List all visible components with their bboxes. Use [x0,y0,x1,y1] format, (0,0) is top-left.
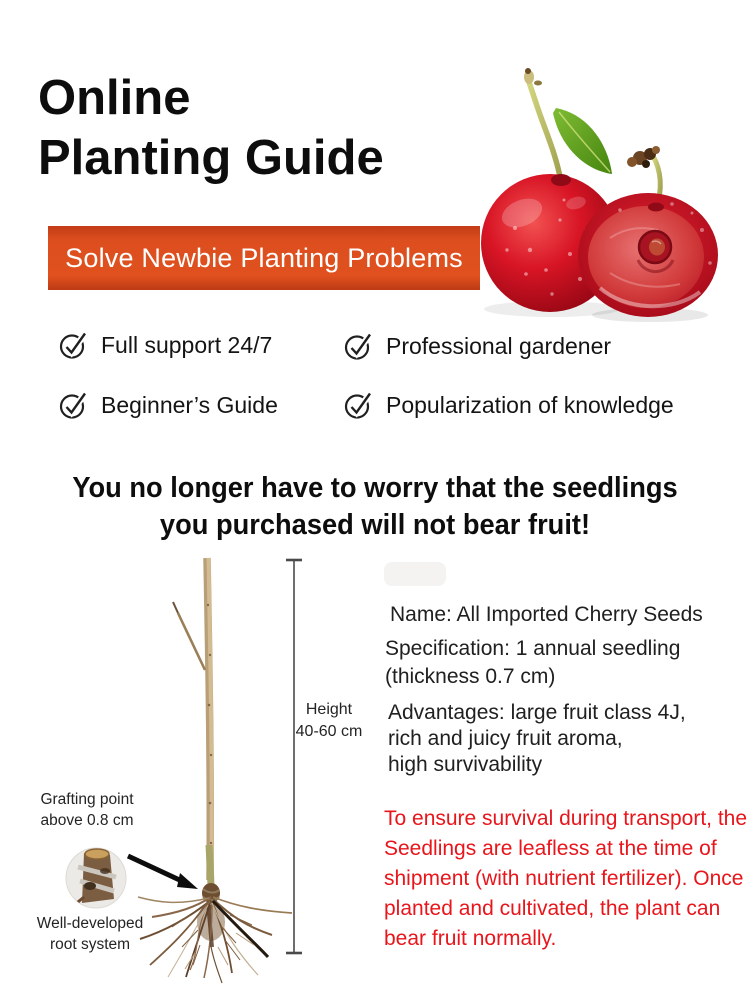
title-line-1: Online [38,71,191,125]
arrow [128,856,198,889]
height-label: Height 40-60 cm [295,701,363,740]
banner-label: Solve Newbie Planting Problems [65,242,463,273]
feature-item [58,330,272,360]
cherry-stem [529,82,561,182]
faint-smudge [384,562,446,586]
half-cherry [578,146,718,317]
product-spec: Specification: 1 annual seedling (thickness 0.7 cm) [385,637,681,688]
check-circle-icon [58,390,88,420]
graft-inset-circle [66,848,126,908]
headline-line-1: You no longer have to worry that the seedlings [72,472,678,504]
page-title [38,68,384,188]
check-circle-icon [343,331,373,361]
side-branch-tip [173,602,178,613]
stem-bud-tip [525,68,531,74]
side-branch [178,613,205,670]
stem-scale [534,81,542,86]
root-system [138,897,292,983]
feature-item [343,331,611,361]
headline [23,470,728,544]
feature-item [343,390,674,420]
root-system-label: Well-developed root system [36,915,144,953]
grafting-point-label: Grafting point above 0.8 cm [40,791,134,829]
stem-dimple [551,174,571,186]
stem-dimple [648,203,664,212]
title-line-2: Planting Guide [38,131,384,185]
feature-label: Popularization of knowledge [386,391,674,418]
banner [48,226,480,290]
headline-line-2: you purchased will not bear fruit! [159,509,591,541]
feature-label: Professional gardener [386,332,612,359]
seedling-stem [173,558,212,889]
product-name: Name: All Imported Cherry Seeds [390,603,703,626]
cherries-image [460,58,750,323]
feature-item [58,390,278,420]
product-advantages: Advantages: large fruit class 4J, rich and juicy fruit aroma, high survivability [388,701,686,776]
measure-line [286,560,302,953]
check-circle-icon [58,330,88,360]
check-circle-icon [343,390,373,420]
feature-label: Full support 24/7 [101,331,273,358]
transport-note: To ensure survival during transport, the Seedlings are leafless at the time of shipment (with nutrient fertilizer). Once planted and cultivated, the plant can bear fruit normally. [384,807,748,950]
feature-label: Beginner’s Guide [101,391,278,418]
